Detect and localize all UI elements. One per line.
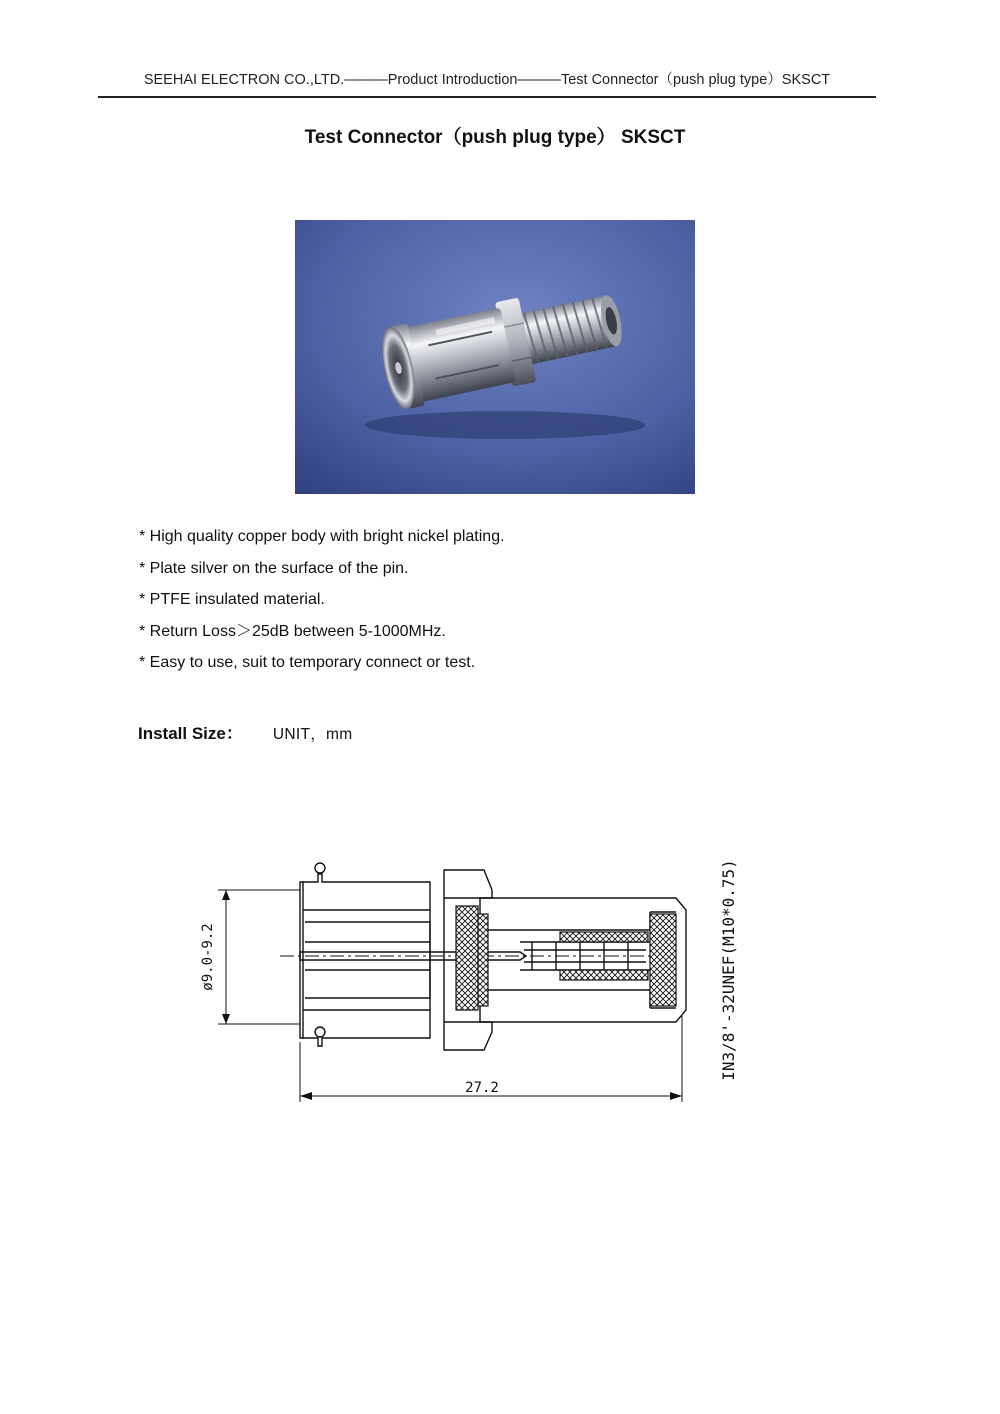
install-size [138,719,352,744]
feature-list [139,522,505,680]
feature-item: * Return Loss＞25dB between 5-1000MHz. [139,622,446,640]
product-photo [295,220,695,494]
length-dimension-label: 27.2 [465,1080,499,1096]
unit-label: UNIT，mm [272,726,353,743]
page-header [98,66,876,98]
feature-item: * Plate silver on the surface of the pin. [139,559,409,577]
feature-item: * Easy to use, suit to temporary connect or test. [139,654,476,671]
document-title: Test Connector（push plug type） SKSCT [304,127,686,148]
header-text: SEEHAI ELECTRON CO.,LTD.———Product Introduction———Test Connector（push plug type）SKSCT [143,72,831,88]
diameter-dimension-label: ø9.0-9.2 [200,923,216,991]
feature-item: * High quality copper body with bright nickel plating. [139,528,505,545]
feature-item: * PTFE insulated material. [139,591,325,608]
technical-drawing [180,810,800,1140]
thread-spec-label: IN3/8'-32UNEF(M10*0.75) [719,859,738,1081]
install-size-label: Install Size： [138,724,243,743]
